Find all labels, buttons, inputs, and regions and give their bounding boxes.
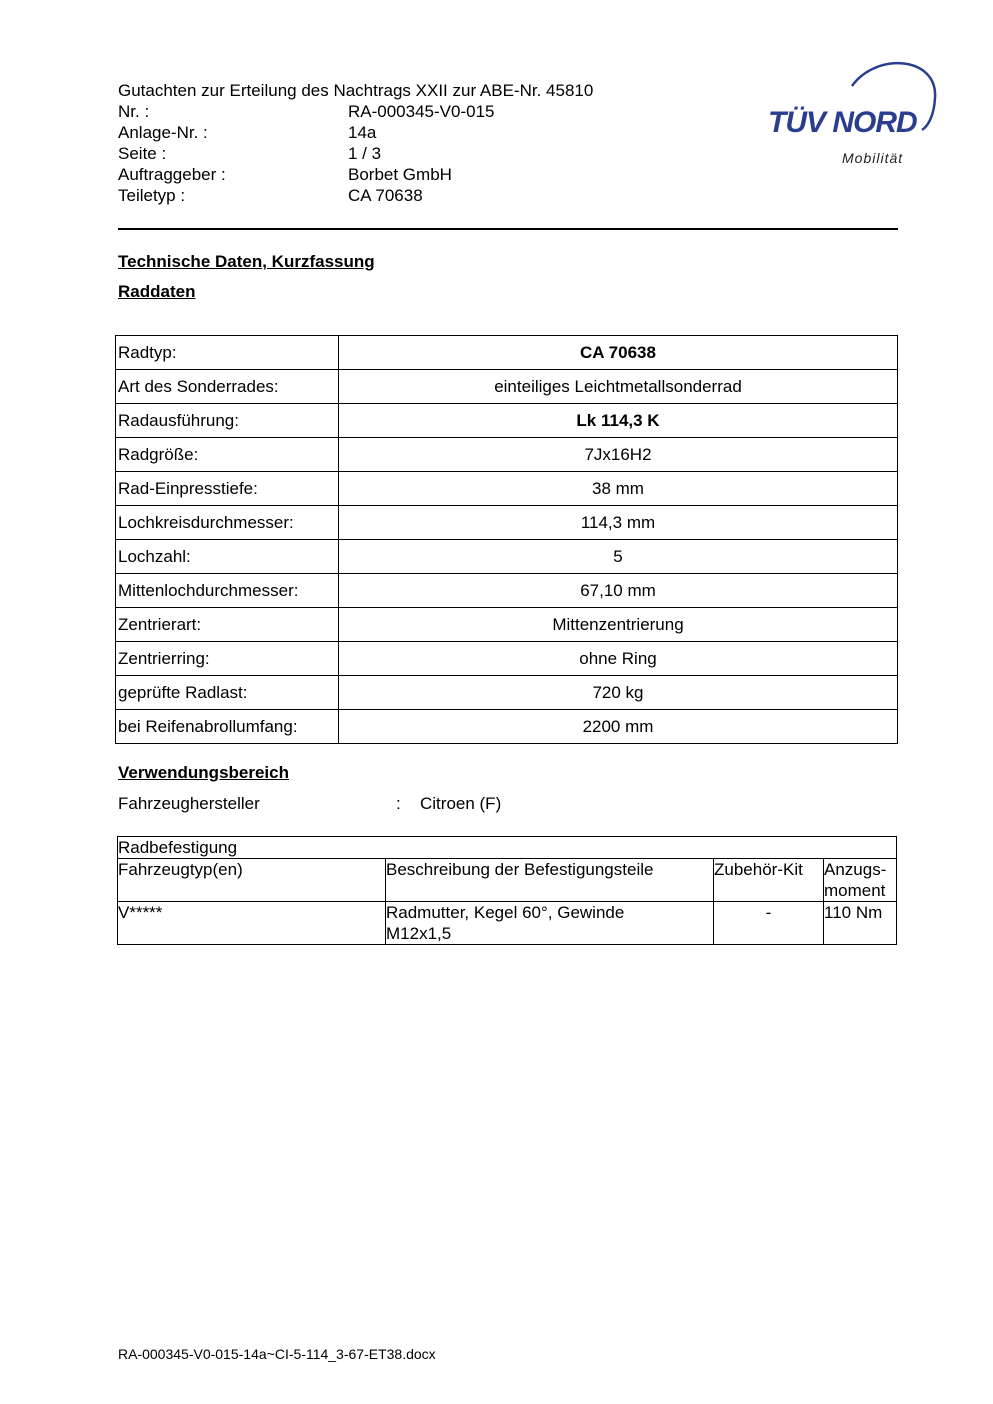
- raddaten-label: Zentrierring:: [116, 642, 339, 676]
- radbefestigung-title: Radbefestigung: [118, 837, 897, 859]
- radbefestigung-cell: Radmutter, Kegel 60°, Gewinde M12x1,5: [386, 902, 714, 945]
- raddaten-row: [116, 574, 898, 608]
- header-field-row: [118, 101, 593, 122]
- document-header: [118, 80, 593, 206]
- raddaten-value: 7Jx16H2: [339, 438, 898, 472]
- fahrzeughersteller-value: Citroen (F): [420, 794, 502, 813]
- header-field-label: Auftraggeber :: [118, 165, 226, 184]
- radbefestigung-table: [117, 836, 897, 945]
- header-field-label: Anlage-Nr. :: [118, 123, 208, 142]
- radbefestigung-row: [118, 902, 897, 945]
- header-field-value: 1 / 3: [348, 144, 382, 163]
- raddaten-value: ohne Ring: [339, 642, 898, 676]
- fahrzeughersteller-label: Fahrzeughersteller: [118, 794, 260, 813]
- raddaten-value: 38 mm: [339, 472, 898, 506]
- section-raddaten: Raddaten: [118, 282, 196, 301]
- raddaten-row: [116, 404, 898, 438]
- radbefestigung-header-cell: Zubehör-Kit: [714, 859, 824, 902]
- radbefestigung-header-cell: Beschreibung der Befestigungsteile: [386, 859, 714, 902]
- radbefestigung-header-row: [118, 859, 897, 902]
- raddaten-value: Mittenzentrierung: [339, 608, 898, 642]
- raddaten-row: [116, 710, 898, 744]
- header-field-row: [118, 143, 593, 164]
- raddaten-row: [116, 608, 898, 642]
- raddaten-label: Zentrierart:: [116, 608, 339, 642]
- raddaten-row: [116, 506, 898, 540]
- raddaten-value: einteiliges Leichtmetallsonderrad: [339, 370, 898, 404]
- fahrzeughersteller-row: [118, 794, 501, 814]
- raddaten-table: [115, 335, 898, 744]
- raddaten-row: [116, 438, 898, 472]
- raddaten-row: [116, 370, 898, 404]
- raddaten-label: Lochkreisdurchmesser:: [116, 506, 339, 540]
- section-verwendungsbereich: Verwendungsbereich: [118, 763, 289, 782]
- raddaten-value: 67,10 mm: [339, 574, 898, 608]
- raddaten-label: Art des Sonderrades:: [116, 370, 339, 404]
- radbefestigung-cell: V*****: [118, 902, 386, 945]
- raddaten-row: [116, 676, 898, 710]
- header-field-label: Nr. :: [118, 102, 150, 121]
- raddaten-row: [116, 540, 898, 574]
- header-field-label: Seite :: [118, 144, 167, 163]
- footer-filename: RA-000345-V0-015-14a~CI-5-114_3-67-ET38.docx: [118, 1346, 436, 1362]
- header-fields: [118, 101, 593, 206]
- raddaten-label: Rad-Einpresstiefe:: [116, 472, 339, 506]
- raddaten-value: CA 70638: [339, 336, 898, 370]
- raddaten-label: bei Reifenabrollumfang:: [116, 710, 339, 744]
- raddaten-row: [116, 472, 898, 506]
- raddaten-label: Radgröße:: [116, 438, 339, 472]
- tuv-nord-logo: [766, 58, 941, 170]
- radbefestigung-header-cell: Anzugs- moment: [824, 859, 897, 902]
- raddaten-value: 5: [339, 540, 898, 574]
- raddaten-label: Radtyp:: [116, 336, 339, 370]
- header-field-value: Borbet GmbH: [348, 165, 452, 184]
- raddaten-row: [116, 336, 898, 370]
- header-field-row: [118, 185, 593, 206]
- raddaten-label: Lochzahl:: [116, 540, 339, 574]
- section-technische-daten: Technische Daten, Kurzfassung: [118, 252, 375, 271]
- radbefestigung-header-cell: Fahrzeugtyp(en): [118, 859, 386, 902]
- raddaten-value: 114,3 mm: [339, 506, 898, 540]
- raddaten-row: [116, 642, 898, 676]
- header-field-row: [118, 164, 593, 185]
- header-field-value: RA-000345-V0-015: [348, 102, 495, 121]
- logo-subtitle: Mobilität: [842, 150, 904, 166]
- header-divider: [118, 228, 898, 230]
- fahrzeughersteller-colon: :: [396, 794, 401, 813]
- raddaten-value: 2200 mm: [339, 710, 898, 744]
- document-title: Gutachten zur Erteilung des Nachtrags XXII zur ABE-Nr. 45810: [118, 81, 594, 100]
- radbefestigung-cell: 110 Nm: [824, 902, 897, 945]
- radbefestigung-cell: -: [714, 902, 824, 945]
- raddaten-label: Radausführung:: [116, 404, 339, 438]
- raddaten-label: geprüfte Radlast:: [116, 676, 339, 710]
- logo-brand-text: TÜV NORD: [768, 106, 917, 139]
- raddaten-value: Lk 114,3 K: [339, 404, 898, 438]
- header-field-value: CA 70638: [348, 186, 423, 205]
- raddaten-label: Mittenlochdurchmesser:: [116, 574, 339, 608]
- header-field-value: 14a: [348, 123, 377, 142]
- header-field-label: Teiletyp :: [118, 186, 186, 205]
- raddaten-value: 720 kg: [339, 676, 898, 710]
- header-field-row: [118, 122, 593, 143]
